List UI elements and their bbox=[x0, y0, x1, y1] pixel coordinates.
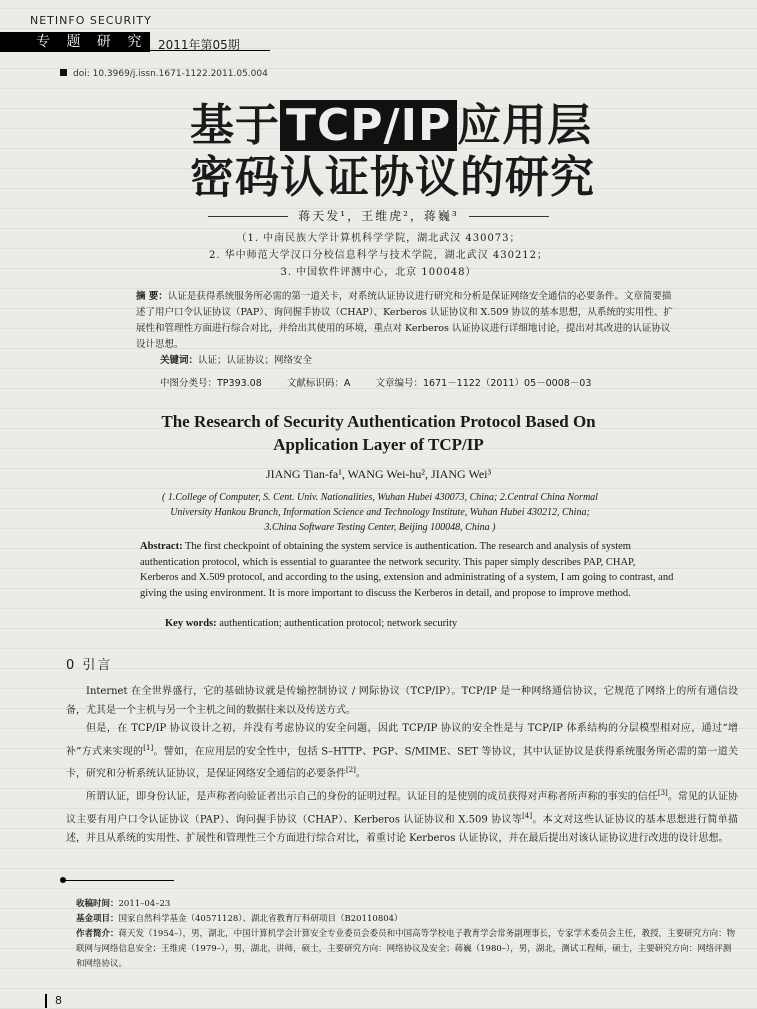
section-heading: 0 引言 bbox=[66, 658, 113, 673]
classification bbox=[160, 375, 591, 389]
affiliation-en-1: ( 1.College of Computer, S. Cent. Univ. Nationalities, Wuhan Hubei 430073, China; 2.Central China Normal bbox=[162, 492, 598, 503]
issue-label: 2011年第05期 bbox=[158, 38, 240, 52]
keywords-zh-label: 关键词： bbox=[160, 355, 199, 366]
paragraph-text: 。譬如，在应用层的安全性中，包括 S–HTTP、PGP、S/MIME、SET 等协议，其中认证协议是获得系统服务所必需的第一道关卡，研究和分析系统认证协议，是保证网络安全通信的必要条件 bbox=[66, 745, 738, 780]
abstract-en bbox=[140, 539, 675, 601]
article-number: 文章编号：1671－1122（2011）05－0008－03 bbox=[375, 378, 592, 389]
doi: doi: 10.3969/j.issn.1671-1122.2011.05.004 bbox=[60, 69, 268, 79]
keywords-zh-text: 认证；认证协议；网络安全 bbox=[198, 355, 313, 366]
doc-code: 文献标识码：A bbox=[286, 378, 351, 389]
paragraph-text: 。 bbox=[355, 768, 366, 780]
paragraph-text: 所谓认证，即身份认证，是声称者向验证者出示自己的身份的证明过程。认证目的是使别的成员获得对声称者所声称的事实的信任 bbox=[86, 791, 658, 803]
abstract-zh bbox=[136, 289, 676, 369]
title-zh bbox=[190, 100, 595, 204]
keywords-en bbox=[165, 618, 457, 629]
abstract-zh-text: 认证是获得系统服务所必需的第一道关卡，对系统认证协议进行研究和分析是保证网络安全通信的必要条件。文章简要描述了用户口令认证协议（PAP）、询问握手协议（CHAP）、Kerberos 认证协议和 X.509 协议的基本思想，从系统的实用性、扩展性和管理性方面进行综合对比，并给出其使用的环境，重点对 Kerberos 认证协议进行详细地讨论，提出对其改进的认证协议设计思想。 bbox=[136, 291, 673, 350]
keywords-en-label: Key words: bbox=[165, 618, 217, 629]
journal-logo: NETINFO SECURITY bbox=[30, 14, 152, 27]
authors-zh bbox=[0, 207, 757, 224]
paragraph bbox=[66, 784, 738, 848]
title-zh-part2: 应用层 bbox=[457, 100, 593, 151]
affiliation-en-3: 3.China Software Testing Center, Beijing 100048, China ) bbox=[264, 522, 496, 533]
citation: [3] bbox=[657, 789, 668, 798]
paragraph: Internet 在全世界盛行，它的基础协议就是传输控制协议 / 网际协议（TCP/IP）。TCP/IP 是一种网络通信协议，它规范了网络上的所有通信设备，尤其是一个主机与另一个主机之间的数据往来以及传送方式。 bbox=[66, 686, 738, 716]
citation: [4] bbox=[522, 811, 533, 820]
author-bio-label: 作者简介： bbox=[76, 929, 119, 939]
footnotes bbox=[76, 897, 738, 972]
title-en bbox=[0, 410, 757, 456]
divider bbox=[469, 216, 549, 217]
authors-en: JIANG Tian-fa¹, WANG Wei-hu², JIANG Wei³ bbox=[265, 467, 492, 481]
affiliation-zh-2: 2. 华中师范大学汉口分校信息科学与技术学院，湖北武汉 430212； bbox=[208, 250, 549, 261]
keywords-en-text: authentication; authentication protocol; network security bbox=[219, 618, 458, 629]
title-zh-line2: 密码认证协议的研究 bbox=[190, 152, 595, 203]
affiliations-en bbox=[130, 490, 630, 535]
citation: [2] bbox=[346, 766, 356, 775]
affiliation-en-2: University Hankou Branch, Information Science and Technology Institute, Wuhan Hubei 430212, China; bbox=[170, 507, 590, 518]
received-date: 2011–04–23 bbox=[118, 899, 171, 909]
paragraph-text: 但是，在 TCP/IP 协议设计之初，并没有考虑协议的安全问题，因此 TCP/IP 协议的安全性是与 TCP/IP 体系结构的分层模型相对应，通过“增补”方式来实现的 bbox=[66, 723, 738, 757]
section-label: 专 题 研 究 bbox=[0, 32, 150, 52]
citation: [1] bbox=[143, 743, 154, 752]
page-number: 8 bbox=[45, 994, 62, 1008]
authors-zh-text: 蒋天发¹，王维虎²，蒋巍³ bbox=[298, 209, 459, 223]
abstract-en-label: Abstract: bbox=[140, 541, 183, 552]
affiliation-zh-1: （1. 中南民族大学计算机科学学院，湖北武汉 430073； bbox=[236, 233, 521, 244]
header-rule bbox=[150, 50, 270, 51]
title-zh-highlight: TCP/IP bbox=[280, 100, 457, 151]
paragraph-text: 。本文对这些认证协议的基本思想进行简单描述，并且从系统的实用性、扩展性和管理性三个方面进行综合对比，着重讨论 Kerberos 认证协议，并在最后提出对该认证协议进行改进的设计思想。 bbox=[66, 814, 738, 844]
footnote-rule bbox=[64, 880, 174, 881]
abstract-zh-label: 摘 要： bbox=[136, 291, 168, 302]
fund-label: 基金项目： bbox=[76, 914, 119, 924]
paragraph-text: 。常见的认证协议主要有用户口令认证协议（PAP）、询问握手协议（CHAP）、Kerberos 认证协议和 X.509 协议等 bbox=[66, 791, 739, 826]
affiliation-zh-3: 3. 中国软件评测中心，北京 100048） bbox=[280, 267, 477, 278]
paragraph bbox=[66, 720, 738, 784]
divider bbox=[208, 216, 288, 217]
author-bio-text: 蒋天发（1954–），男，湖北，中国计算机学会计算安全专业委员会委员和中国高等学校电子教育学会常务副理事长，专家学术委员会主任，教授，主要研究方向：物联网与网络信息安全；王维虎（1979–），男，湖北，讲师，硕士，主要研究方向：网络协议及安全；蒋巍（1980–），男，湖北，测试工程师，硕士，主要研究方向：网络评测和网络协议。 bbox=[76, 929, 736, 969]
title-zh-part1: 基于 bbox=[190, 100, 280, 151]
title-en-line2: Application Layer of TCP/IP bbox=[273, 435, 484, 454]
clc-number: 中图分类号：TP393.08 bbox=[160, 378, 262, 389]
fund-text: 国家自然科学基金（40571128）、湖北省教育厅科研项目（B20110804） bbox=[118, 914, 403, 924]
abstract-en-text: The first checkpoint of obtaining the system service is authentication. The research and analysis of system authentication protocol, which is essential to guarantee the network security. This paper simply describes PAP, CHAP, Kerberos and X.509 protocol, and according to the using, extension and administrating of a system, I am going to contrast, and giving the using environment. It is more important to discuss the Kerberos in detail, and propose to improve method. bbox=[140, 541, 674, 599]
title-en-line1: The Research of Security Authentication Protocol Based On bbox=[161, 412, 596, 431]
received-label: 收稿时间： bbox=[76, 899, 119, 909]
body-text bbox=[66, 683, 738, 848]
